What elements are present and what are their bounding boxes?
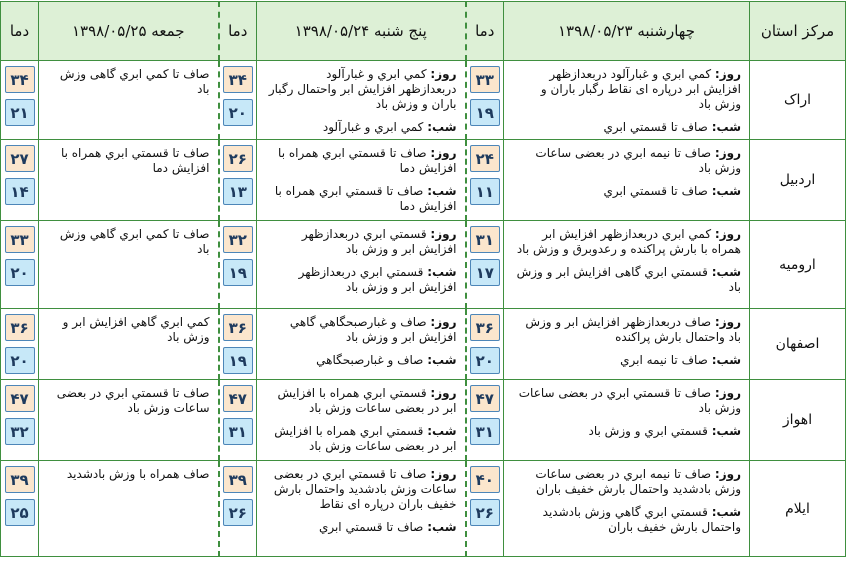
max-temp: ۴۷ [5, 385, 35, 412]
forecast-day-1 [504, 140, 750, 221]
temp-cell-2 [219, 309, 257, 380]
temp-cell-2 [219, 61, 257, 140]
day-forecast [512, 146, 741, 176]
max-temp: ۳۹ [223, 466, 253, 493]
forecast-day-2 [257, 380, 466, 461]
night-forecast [512, 184, 741, 199]
spacer [512, 416, 741, 424]
table-row [1, 309, 846, 380]
max-temp: ۳۶ [470, 314, 500, 341]
header-row [1, 2, 846, 61]
province-name: اهواز [750, 380, 846, 461]
day-text: صاف تا نيمه ابري در بعضی ساعات وزش بادشديد واحتمال بارش خفيف باران [535, 467, 741, 496]
forecast-day-3 [39, 380, 219, 461]
forecast-day-1 [504, 309, 750, 380]
max-temp: ۳۶ [5, 314, 35, 341]
night-text: قسمتي ابري گاهی افزايش ابر و وزش باد [516, 265, 741, 294]
forecast-day-2 [257, 221, 466, 309]
max-temp: ۲۶ [223, 145, 253, 172]
min-temp: ۲۰ [223, 99, 253, 126]
day-label: روز: [430, 67, 457, 81]
min-temp: ۱۳ [223, 178, 253, 205]
day3-text: صاف همراه با وزش بادشديد [66, 467, 210, 481]
max-temp: ۲۷ [5, 145, 35, 172]
day-text: صاف تا قسمتي ابري همراه با افزايش دما [278, 146, 457, 175]
temp-cell-3 [1, 221, 39, 309]
night-forecast [265, 520, 457, 535]
day-text: كمي ابري دربعدازظهر افزايش ابر همراه با بارش پراكنده و رعدوبرق و وزش باد [516, 227, 741, 256]
day-forecast [512, 227, 741, 257]
spacer [265, 257, 457, 265]
max-temp: ۳۳ [5, 226, 35, 253]
night-label: شب: [711, 505, 741, 519]
province-name: اردبیل [750, 140, 846, 221]
day-label: روز: [714, 67, 741, 81]
night-text: قسمتي ابري گاهي وزش بادشديد واحتمال بارش خفيف باران [542, 505, 741, 534]
header-day-3: جمعه ۱۳۹۸/۰۵/۲۵ [39, 2, 219, 61]
forecast-day-3 [39, 61, 219, 140]
min-temp: ۲۰ [470, 347, 500, 374]
min-temp: ۲۶ [470, 499, 500, 526]
header-day-1: چهارشنبه ۱۳۹۸/۰۵/۲۳ [504, 2, 750, 61]
night-forecast [512, 265, 741, 295]
spacer [265, 345, 457, 353]
night-label: شب: [427, 520, 457, 534]
night-forecast [265, 424, 457, 454]
day-forecast [512, 386, 741, 416]
temp-cell-2 [219, 221, 257, 309]
province-name: ایلام [750, 461, 846, 557]
spacer [265, 112, 457, 120]
max-temp: ۴۷ [223, 385, 253, 412]
forecast-day-2 [257, 61, 466, 140]
day-text: صاف تا قسمتي ابري در بعضی ساعات وزش بادشديد واحتمال بارش خفيف باران درپاره ای نقاط [273, 467, 457, 511]
header-day-2: پنج شنبه ۱۳۹۸/۰۵/۲۴ [257, 2, 466, 61]
table-row [1, 461, 846, 557]
forecast-day-3 [39, 221, 219, 309]
temp-cell-1 [466, 61, 504, 140]
province-name: ارومیه [750, 221, 846, 309]
night-label: شب: [711, 120, 741, 134]
day-label: روز: [430, 315, 457, 329]
max-temp: ۴۷ [470, 385, 500, 412]
max-temp: ۳۲ [223, 226, 253, 253]
spacer [512, 257, 741, 265]
forecast-table [0, 1, 846, 557]
temp-cell-1 [466, 380, 504, 461]
night-label: شب: [427, 184, 457, 198]
day-label: روز: [430, 227, 457, 241]
header-temp-3: دما [1, 2, 39, 61]
forecast-day-3 [39, 461, 219, 557]
min-temp: ۱۷ [470, 259, 500, 286]
day-text: قسمتي ابري همراه با افزايش ابر در بعضی ساعات وزش باد [277, 386, 457, 415]
header-province: مرکز استان [750, 2, 846, 61]
night-forecast [265, 120, 457, 135]
table-row [1, 61, 846, 140]
day-forecast [265, 315, 457, 345]
header-temp-2: دما [219, 2, 257, 61]
day-text: كمي ابري و غبارآلود دربعدازظهر افزايش ابر واحتمال رگبار باران و وزش باد [268, 67, 457, 111]
day3-text: صاف تا قسمتي ابري در بعضی ساعات وزش باد [56, 386, 210, 415]
temp-cell-3 [1, 140, 39, 221]
day3-text: كمي ابري گاهي افزايش ابر و وزش باد [62, 315, 210, 344]
table-row [1, 380, 846, 461]
temp-cell-1 [466, 309, 504, 380]
day-label: روز: [430, 386, 457, 400]
day-forecast [265, 146, 457, 176]
spacer [512, 497, 741, 505]
night-text: قسمتي ابري همراه با افزايش ابر در بعضی ساعات وزش باد [274, 424, 457, 453]
max-temp: ۲۴ [470, 145, 500, 172]
max-temp: ۳۶ [223, 314, 253, 341]
forecast-day-1 [504, 380, 750, 461]
day-text: قسمتي ابري دربعدازظهر افزايش ابر و وزش باد [301, 227, 457, 256]
table-row [1, 140, 846, 221]
temp-cell-2 [219, 140, 257, 221]
min-temp: ۱۴ [5, 178, 35, 205]
night-forecast [512, 424, 741, 439]
day-forecast [265, 227, 457, 257]
province-name: اراک [750, 61, 846, 140]
max-temp: ۳۳ [470, 66, 500, 93]
night-forecast [512, 120, 741, 135]
day-text: صاف دربعدازظهر افزايش ابر و وزش باد واحتمال بارش پراكنده [525, 315, 741, 344]
day-forecast [512, 315, 741, 345]
forecast-day-1 [504, 61, 750, 140]
forecast-day-3 [39, 309, 219, 380]
temp-cell-3 [1, 461, 39, 557]
max-temp: ۳۱ [470, 226, 500, 253]
min-temp: ۲۰ [5, 259, 35, 286]
night-label: شب: [711, 424, 741, 438]
forecast-day-2 [257, 140, 466, 221]
day-label: روز: [714, 386, 741, 400]
forecast-day-2 [257, 461, 466, 557]
max-temp: ۳۹ [5, 466, 35, 493]
day-label: روز: [714, 146, 741, 160]
day-forecast [265, 67, 457, 112]
night-text: صاف تا قسمتي ابري همراه با افزايش دما [274, 184, 457, 213]
forecast-table-container [0, 1, 847, 576]
min-temp: ۳۱ [223, 418, 253, 445]
day3-text: صاف تا قسمتي ابري همراه با افزايش دما [60, 146, 210, 175]
max-temp: ۴۰ [470, 466, 500, 493]
min-temp: ۳۲ [5, 418, 35, 445]
day-forecast [512, 67, 741, 112]
night-label: شب: [427, 120, 457, 134]
spacer [512, 112, 741, 120]
night-text: قسمتي ابري و وزش باد [588, 424, 708, 438]
forecast-day-1 [504, 461, 750, 557]
day-text: كمي ابري و غبارآلود دربعدازظهر افزايش ابر درپاره ای نقاط رگبار باران و وزش باد [540, 67, 741, 111]
night-label: شب: [427, 424, 457, 438]
day3-text: صاف تا كمي ابري گاهي وزش باد [59, 227, 210, 256]
temp-cell-3 [1, 380, 39, 461]
min-temp: ۱۹ [470, 99, 500, 126]
day-text: صاف و غبارصبحگاهي گاهي افزايش ابر و وزش باد [289, 315, 457, 344]
min-temp: ۲۶ [223, 499, 253, 526]
province-name: اصفهان [750, 309, 846, 380]
table-row [1, 221, 846, 309]
temp-cell-1 [466, 221, 504, 309]
temp-cell-3 [1, 61, 39, 140]
day-forecast [265, 467, 457, 512]
day-forecast [265, 386, 457, 416]
temp-cell-1 [466, 140, 504, 221]
min-temp: ۱۱ [470, 178, 500, 205]
night-forecast [265, 265, 457, 295]
temp-cell-2 [219, 461, 257, 557]
day-label: روز: [430, 146, 457, 160]
day-label: روز: [714, 227, 741, 241]
day-forecast [512, 467, 741, 497]
night-forecast [512, 505, 741, 535]
temp-cell-2 [219, 380, 257, 461]
forecast-day-2 [257, 309, 466, 380]
min-temp: ۲۵ [5, 499, 35, 526]
night-forecast [265, 353, 457, 368]
night-forecast [512, 353, 741, 368]
night-label: شب: [711, 184, 741, 198]
day-label: روز: [714, 315, 741, 329]
night-text: صاف تا نيمه ابري [620, 353, 708, 367]
night-label: شب: [711, 353, 741, 367]
night-text: قسمتي ابري دربعدازظهر افزايش ابر و وزش باد [298, 265, 457, 294]
night-text: صاف تا قسمتي ابري [603, 120, 708, 134]
spacer [512, 345, 741, 353]
min-temp: ۳۱ [470, 418, 500, 445]
temp-cell-3 [1, 309, 39, 380]
header-temp-1: دما [466, 2, 504, 61]
spacer [265, 512, 457, 520]
day-label: روز: [430, 467, 457, 481]
min-temp: ۱۹ [223, 347, 253, 374]
night-label: شب: [711, 265, 741, 279]
forecast-day-1 [504, 221, 750, 309]
day-text: صاف تا نيمه ابري در بعضی ساعات وزش باد [535, 146, 741, 175]
night-text: صاف و غبارصبحگاهي [316, 353, 424, 367]
spacer [265, 176, 457, 184]
day-text: صاف تا قسمتي ابري در بعضی ساعات وزش باد [518, 386, 741, 415]
night-label: شب: [427, 353, 457, 367]
max-temp: ۳۴ [5, 66, 35, 93]
night-text: صاف تا قسمتي ابري [603, 184, 708, 198]
day-label: روز: [714, 467, 741, 481]
forecast-day-3 [39, 140, 219, 221]
min-temp: ۲۰ [5, 347, 35, 374]
min-temp: ۱۹ [223, 259, 253, 286]
night-forecast [265, 184, 457, 214]
spacer [265, 416, 457, 424]
night-text: صاف تا قسمتي ابري [318, 520, 424, 534]
day3-text: صاف تا كمي ابري گاهی وزش باد [59, 67, 210, 96]
min-temp: ۲۱ [5, 99, 35, 126]
night-label: شب: [427, 265, 457, 279]
spacer [512, 176, 741, 184]
max-temp: ۳۴ [223, 66, 253, 93]
temp-cell-1 [466, 461, 504, 557]
night-text: كمي ابري و غبارآلود [322, 120, 424, 134]
